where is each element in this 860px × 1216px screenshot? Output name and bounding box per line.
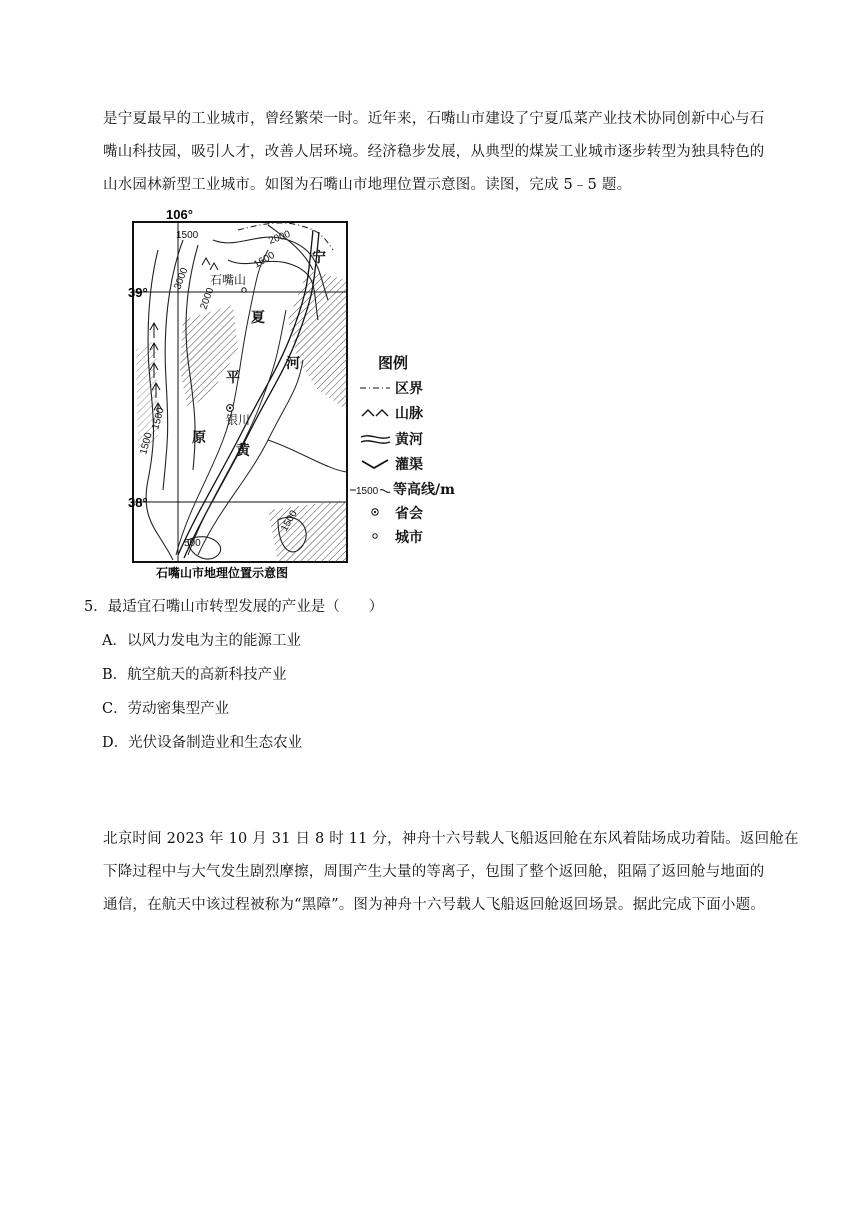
place-label-xia: 夏 bbox=[251, 310, 265, 326]
intro-line-2: 嘴山科技园，吸引人才，改善人居环境。经济稳步发展，从典型的煤炭工业城市逐步转型为独具特色的 bbox=[103, 144, 765, 160]
contour-label: 2000 bbox=[267, 228, 292, 247]
legend-item-canal: 灌渠 bbox=[395, 457, 423, 473]
map-caption: 石嘴山市地理位置示意图 bbox=[156, 566, 289, 580]
place-label-yuan: 原 bbox=[192, 430, 206, 446]
legend-item-capital: 省会 bbox=[395, 506, 423, 522]
place-label-ning: 宁 bbox=[312, 250, 326, 266]
option-b[interactable]: B．航空航天的高新科技产业 bbox=[102, 667, 287, 683]
option-a[interactable]: A．以风力发电为主的能源工业 bbox=[102, 633, 301, 649]
contour-label: 500 bbox=[184, 538, 201, 549]
place-label-shizuishan: 石嘴山 bbox=[210, 273, 247, 287]
next-passage-line-1: 北京时间 2023 年 10 月 31 日 8 时 11 分，神舟十六号载人飞船返回舱在东风着陆场成功着陆。返回舱在 bbox=[103, 831, 799, 847]
contour-label: 1500 bbox=[150, 406, 167, 431]
legend-item-contour: 等高线/m bbox=[393, 482, 455, 498]
contour-label: 1500 bbox=[279, 508, 300, 534]
contour-label: 2000 bbox=[198, 286, 217, 312]
legend-item-mountain: 山脉 bbox=[395, 406, 423, 422]
legend-item-yellow-river: 黄河 bbox=[395, 432, 423, 448]
place-label-huang: 黄 bbox=[236, 443, 250, 459]
contour-label: 1600 bbox=[252, 249, 277, 271]
contour-label: 1500 bbox=[176, 230, 199, 241]
legend-contour-sample: 1500 bbox=[356, 486, 379, 497]
next-passage-line-3: 通信，在航天中该过程被称为“黑障”。图为神舟十六号载人飞船返回舱返回场景。据此完成下面小题。 bbox=[103, 897, 766, 913]
next-passage-line-2: 下降过程中与大气发生剧烈摩擦，周围产生大量的等离子，包围了整个返回舱，阻隔了返回舱与地面的 bbox=[103, 864, 765, 880]
contour-label: 1500 bbox=[138, 431, 155, 456]
place-label-ping: 平 bbox=[226, 370, 240, 386]
legend-item-boundary: 区界 bbox=[395, 381, 423, 397]
legend-item-city: 城市 bbox=[395, 530, 423, 546]
city-marker-shizuishan bbox=[242, 288, 246, 292]
legend-title: 图例 bbox=[378, 354, 409, 372]
lat-label-38: 38° bbox=[128, 495, 148, 510]
place-label-he: 河 bbox=[286, 356, 300, 372]
location-map bbox=[128, 210, 480, 582]
next-passage bbox=[103, 823, 799, 922]
lat-label-39: 39° bbox=[128, 285, 148, 300]
hatched-area-south bbox=[268, 500, 347, 562]
lon-label-106: 106° bbox=[166, 210, 193, 222]
intro-paragraph bbox=[103, 103, 783, 202]
option-d[interactable]: D．光伏设备制造业和生态农业 bbox=[102, 735, 303, 751]
intro-line-1: 是宁夏最早的工业城市，曾经繁荣一时。近年来，石嘴山市建设了宁夏瓜菜产业技术协同创新中心与石 bbox=[103, 111, 765, 127]
question-5-stem: 5．最适宜石嘴山市转型发展的产业是（ ） bbox=[84, 599, 384, 615]
contour-label: 3000 bbox=[172, 266, 191, 292]
intro-line-3: 山水园林新型工业城市。如图为石嘴山市地理位置示意图。读图，完成 5﹣5 题。 bbox=[103, 177, 632, 193]
option-c[interactable]: C．劳动密集型产业 bbox=[102, 701, 230, 717]
place-label-yinchuan: 银川 bbox=[226, 413, 251, 427]
question-5 bbox=[84, 590, 383, 760]
